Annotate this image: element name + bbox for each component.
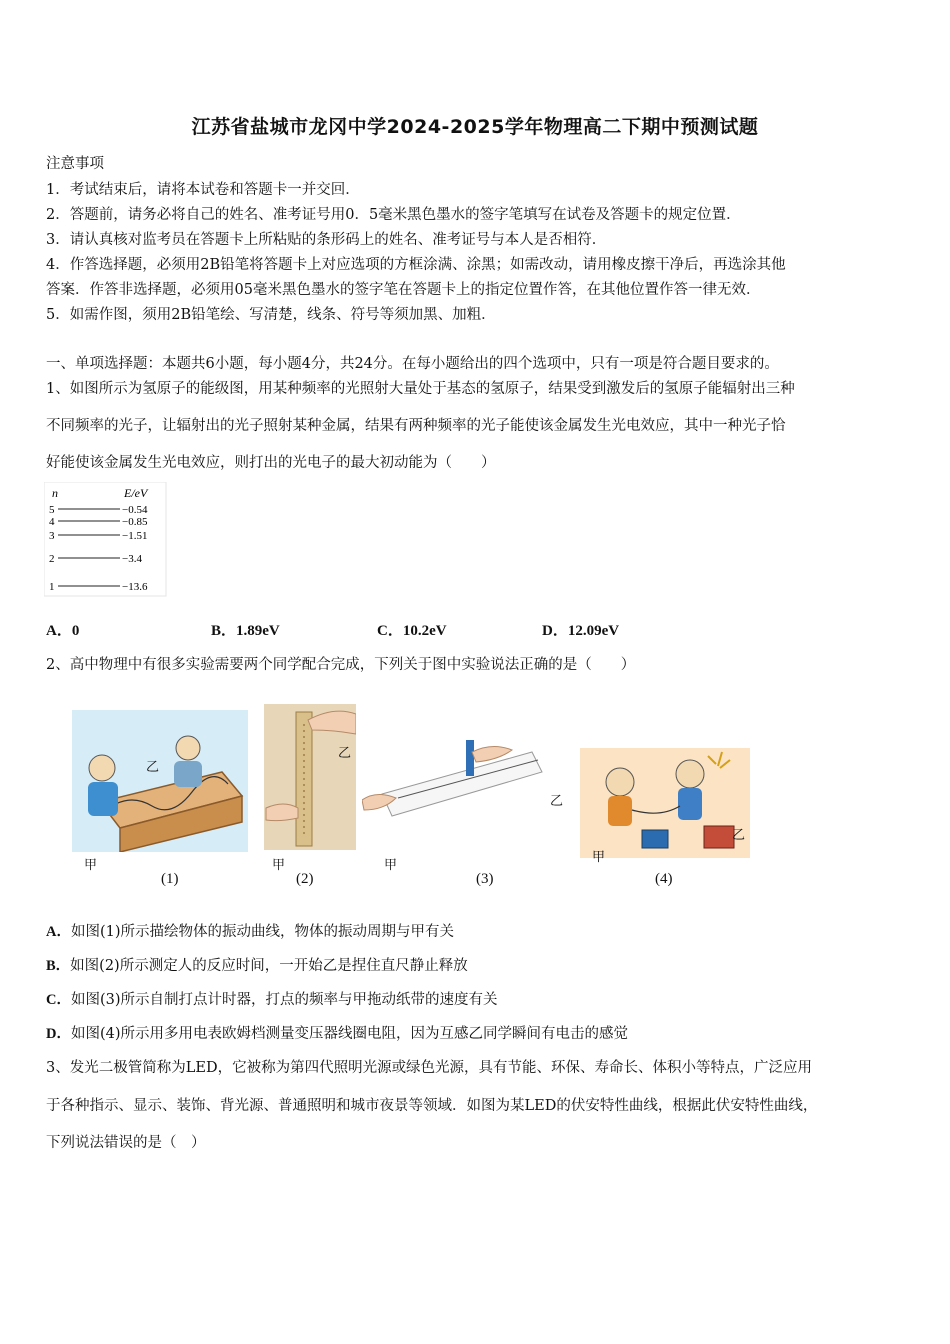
question-2-option-c [46,988,498,1009]
multimeter [642,830,668,848]
student-jia-body [88,782,118,816]
question-2-option-d [46,1022,628,1043]
level-n: 4 [49,516,55,528]
question-1-text: 不同频率的光子，让辐射出的光子照射某种金属，结果有两种频率的光子能使该金属发生光电效应，其中一种光子恰 [46,418,786,434]
page-title: 江苏省盐城市龙冈中学2024-2025学年物理高二下期中预测试题 [191,116,759,138]
level-energy: −0.85 [122,516,148,528]
notice-item: 3．请认真核对监考员在答题卡上所粘贴的条形码上的姓名、准考证号与本人是否相符． [46,232,607,248]
figure-caption: (1) [161,871,179,887]
figure-caption: (4) [655,871,673,887]
vibrating-pen [466,740,474,776]
level-n: 2 [49,553,55,565]
level-energy: −3.4 [122,553,142,565]
student-jia-head [89,755,115,781]
figure-2-illustration [264,704,356,850]
choice-d: D．12.09eV [542,623,620,639]
student-yi-head [676,760,704,788]
label-jia: 甲 [384,858,398,873]
label-yi: 乙 [550,794,564,809]
student-yi-body [174,761,202,787]
student-jia-head [606,768,634,796]
notice-item: 5．如需作图，须用2B铅笔绘、写清楚，线条、符号等须加黑、加粗． [46,307,496,323]
question-3-text: 下列说法错误的是（ ） [46,1135,206,1151]
figure-caption: (3) [476,871,494,887]
hand-jia [266,804,298,821]
notice-item: 4．作答选择题，必须用2B铅笔将答题卡上对应选项的方框涂满、涂黑；如需改动，请用橡皮擦干净后，再选涂其他 [46,257,786,273]
option-letter: D． [46,1026,71,1042]
figure-3-illustration [362,736,546,846]
level-n: 3 [49,530,55,542]
level-energy: −13.6 [122,581,148,593]
figure-4-illustration [580,748,750,858]
label-jia: 甲 [84,858,98,873]
energy-level-diagram [44,482,168,598]
student-yi-head [176,736,200,760]
n-axis-label: n [52,486,58,500]
label-jia: 甲 [592,850,606,865]
level-n: 5 [49,504,55,516]
figure-1-illustration [72,710,248,852]
notice-heading: 注意事项 [46,156,104,172]
question-2-text: 2、高中物理中有很多实验需要两个同学配合完成，下列关于图中实验说法正确的是（ ） [46,657,636,673]
option-letter: B． [46,958,71,974]
option-text: 如图(2)所示测定人的反应时间，一开始乙是捏住直尺静止释放 [70,958,468,974]
option-letter: A． [46,924,71,940]
option-text: 如图(4)所示用多用电表欧姆档测量变压器线圈电阻，因为互感乙同学瞬间有电击的感觉 [70,1026,629,1042]
student-yi-body [678,788,702,820]
question-3-text: 于各种指示、显示、装饰、背光源、普通照明和城市夜景等领域．如图为某LED的伏安特性曲线，根据此伏安特性曲线， [46,1098,818,1114]
transformer [704,826,734,848]
figure-caption: (2) [296,871,314,887]
choice-b: B．1.89eV [211,623,280,639]
question-1-text: 1、如图所示为氢原子的能级图，用某种频率的光照射大量处于基态的氢原子，结果受到激发后的氢原子能辐射出三种 [46,381,795,397]
paper-tape-board [382,752,542,816]
student-jia-body [608,796,632,826]
level-energy: −0.54 [122,504,148,516]
notice-item: 答案．作答非选择题，必须用05毫米黑色墨水的签字笔在答题卡上的指定位置作答，在其他位置作答一律无效． [46,282,761,298]
section-heading: 一、单项选择题：本题共6小题，每小题4分，共24分。在每小题给出的四个选项中，只有一项是符合题目要求的。 [46,356,779,372]
question-3-text: 3、发光二极管简称为LED，它被称为第四代照明光源或绿色光源，具有节能、环保、寿命长、体积小等特点，广泛应用 [46,1060,813,1076]
choice-c: C．10.2eV [377,623,447,639]
notice-item: 1．考试结束后，请将本试卷和答题卡一并交回． [46,182,360,198]
energy-axis-label: E/eV [124,486,148,500]
question-1-text: 好能使该金属发生光电效应，则打出的光电子的最大初动能为（ ） [46,455,496,471]
choice-a: A．0 [46,623,80,639]
level-n: 1 [49,581,55,593]
label-yi: 乙 [732,828,746,843]
option-letter: C． [46,992,71,1008]
label-jia: 甲 [272,858,286,873]
option-text: 如图(3)所示自制打点计时器，打点的频率与甲拖动纸带的速度有关 [70,992,498,1008]
question-2-option-a [46,920,454,941]
level-energy: −1.51 [122,530,148,542]
label-yi: 乙 [338,746,352,761]
question-2-option-b [46,954,468,975]
notice-item: 2．答题前，请务必将自己的姓名、准考证号用0．5毫米黑色墨水的签字笔填写在试卷及答题卡的规定位置． [46,207,741,223]
diagram-frame [44,482,166,596]
label-yi: 乙 [146,760,160,775]
option-text: 如图(1)所示描绘物体的振动曲线，物体的振动周期与甲有关 [70,924,455,940]
